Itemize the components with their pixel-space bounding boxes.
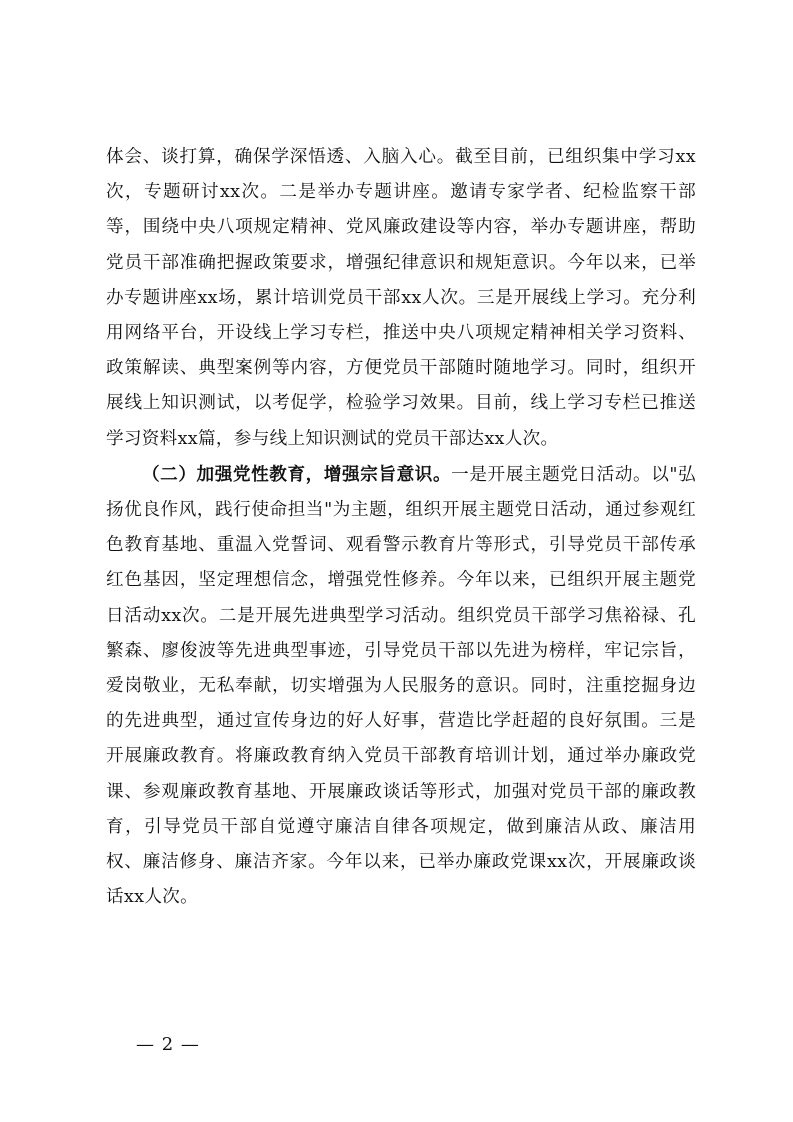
body-paragraph-2 — [106, 457, 696, 916]
page-number: — 2 — — [136, 1034, 200, 1055]
body-paragraph-1 — [106, 140, 696, 457]
paragraph-1-text: 体会、谈打算，确保学深悟透、入脑入心。截至目前，已组织集中学习xx次，专题研讨xx次。二是举办专题讲座。邀请专家学者、纪检监察干部等，围绕中央八项规定精神、党风廉政建设等内容，举办专题讲座，帮助党员干部准确把握政策要求，增强纪律意识和规矩意识。今年以来，已举办专题讲座xx场，累计培训党员干部xx人次。三是开展线上学习。充分利用网络平台，开设线上学习专栏，推送中央八项规定精神相关学习资料、政策解读、典型案例等内容，方便党员干部随时随地学习。同时，组织开展线上知识测试，以考促学，检验学习效果。目前，线上学习专栏已推送学习资料xx篇，参与线上知识测试的党员干部达xx人次。 — [106, 147, 696, 449]
document-body — [106, 140, 696, 915]
paragraph-2-text: 一是开展主题党日活动。以"弘扬优良作风，践行使命担当"为主题，组织开展主题党日活动，通过参观红色教育基地、重温入党誓词、观看警示教育片等形式，引导党员干部传承红色基因，坚定理想信念，增强党性修养。今年以来，已组织开展主题党日活动xx次。二是开展先进典型学习活动。组织党员干部学习焦裕禄、孔繁森、廖俊波等先进典型事迹，引导党员干部以先进为榜样，牢记宗旨，爱岗敬业，无私奉献，切实增强为人民服务的意识。同时，注重挖掘身边的先进典型，通过宣传身边的好人好事，营造比学赶超的良好氛围。三是开展廉政教育。将廉政教育纳入党员干部教育培训计划，通过举办廉政党课、参观廉政教育基地、开展廉政谈话等形式，加强对党员干部的廉政教育，引导党员干部自觉遵守廉洁自律各项规定，做到廉洁从政、廉洁用权、廉洁修身、廉洁齐家。今年以来，已举办廉政党课xx次，开展廉政谈话xx人次。 — [106, 464, 696, 908]
section-heading-2: （二）加强党性教育，增强宗旨意识。 — [142, 463, 452, 485]
